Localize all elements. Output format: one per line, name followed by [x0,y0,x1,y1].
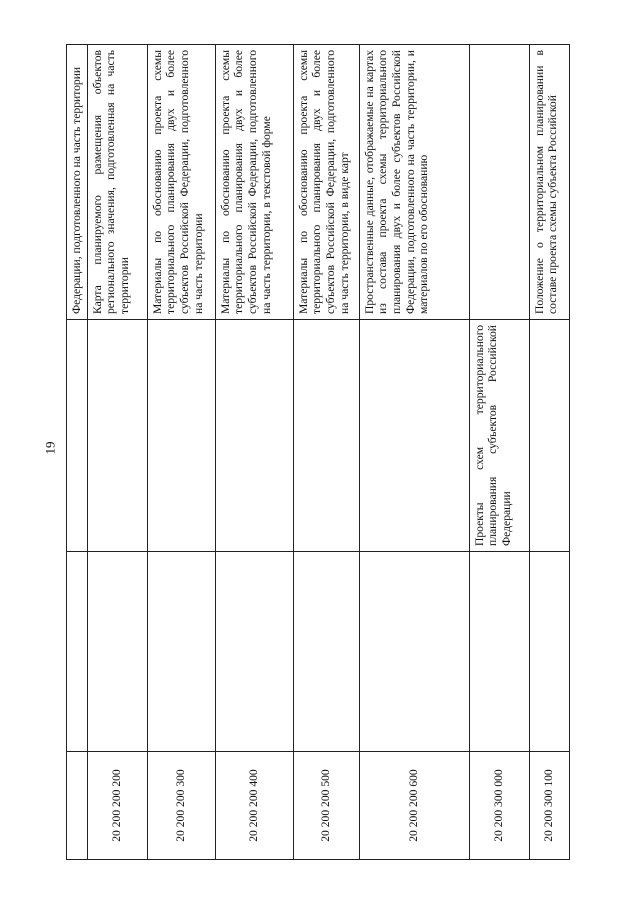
table-row [293,45,359,860]
level2-cell [293,552,359,752]
level2-cell [67,552,88,752]
description-cell: Карта планируемого размещения объектов регионального значения, подготовленная на часть территории [87,45,147,320]
table-row [67,45,88,860]
level2-cell [359,552,469,752]
level3-cell [147,320,215,552]
level3-cell: Проекты схем территориального планирования субъектов Российской Федерации [469,320,529,552]
level3-cell [529,320,569,552]
description-cell: Положение о территориальном планировании в составе проекта схемы субъекта Российской [529,45,569,320]
description-cell: Пространственные данные, отображаемые на картах из состава проекта схемы территориального планирования двух и более субъектов Российской Федерации, подготовленного на часть территории, и материалов по его обоснованию [359,45,469,320]
page-number: 19 [42,441,58,455]
level3-cell [87,320,147,552]
table-row [215,45,293,860]
description-cell: Федерации, подготовленного на часть территории [67,45,88,320]
document-sheet [66,45,611,860]
description-cell: Материалы по обоснованию проекта схемы территориального планирования двух и более субъектов Российской Федерации, подготовленного на часть территории, в текстовой форме [215,45,293,320]
table-row [359,45,469,860]
table-row [469,45,529,860]
level2-cell [147,552,215,752]
rotated-table-container [66,45,611,860]
level2-cell [215,552,293,752]
level3-cell [67,320,88,552]
classifier-table [66,44,570,860]
code-cell: 20 200 200 200 [87,752,147,860]
table-row [87,45,147,860]
description-cell: Материалы по обоснованию проекта схемы территориального планирования двух и более субъектов Российской Федерации, подготовленного на часть территории [147,45,215,320]
level2-cell [529,552,569,752]
level2-cell [469,552,529,752]
code-cell: 20 200 300 000 [469,752,529,860]
code-cell: 20 200 200 300 [147,752,215,860]
description-cell [469,45,529,320]
level3-cell [359,320,469,552]
code-cell: 20 200 200 400 [215,752,293,860]
description-cell: Материалы по обоснованию проекта схемы территориального планирования двух и более субъектов Российской Федерации, подготовленного на часть территории, в виде карт [293,45,359,320]
level3-cell [215,320,293,552]
level2-cell [87,552,147,752]
table-row [529,45,569,860]
code-cell: 20 200 300 100 [529,752,569,860]
code-cell: 20 200 200 600 [359,752,469,860]
table-row [147,45,215,860]
code-cell: 20 200 200 500 [293,752,359,860]
level3-cell [293,320,359,552]
code-cell [67,752,88,860]
